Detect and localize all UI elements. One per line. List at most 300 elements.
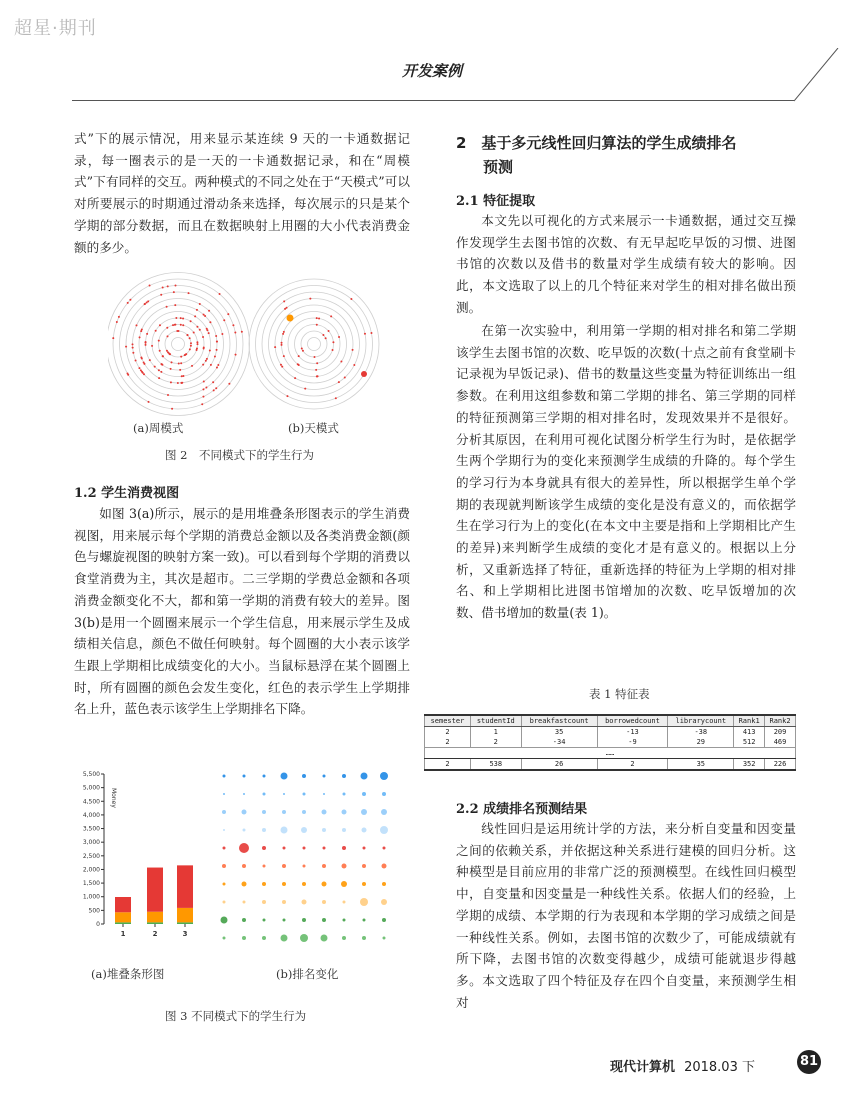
spiral-dot	[146, 333, 148, 335]
spiral-ring	[120, 286, 237, 403]
rank-dot	[362, 882, 366, 886]
spiral-dot	[196, 343, 198, 345]
spiral-dot	[151, 345, 153, 347]
spiral-dot	[185, 353, 187, 355]
rank-dot	[342, 846, 346, 850]
spiral-dot	[199, 329, 201, 331]
rank-dot	[303, 847, 306, 850]
spiral-ring	[288, 318, 340, 370]
table-cell: 2	[597, 759, 668, 771]
rank-dot	[242, 882, 247, 887]
spiral-dot	[332, 349, 334, 351]
rank-dot	[223, 775, 226, 778]
rank-dot	[362, 864, 366, 868]
rank-dot	[282, 810, 286, 814]
spiral-dot	[191, 365, 193, 367]
spiral-dot	[182, 375, 184, 377]
spiral-dot	[297, 363, 299, 365]
spiral-dot	[170, 381, 172, 383]
section-2-title: 2 基于多元线性回归算法的学生成绩排名 预测	[456, 134, 737, 176]
rank-dot	[282, 882, 286, 886]
spiral-dot	[182, 317, 184, 319]
rank-dot	[301, 827, 307, 833]
spiral-dot	[304, 388, 306, 390]
rank-dot	[342, 936, 346, 940]
x-tick-label: 2	[152, 930, 158, 938]
spiral-dot	[160, 294, 162, 296]
spiral-dot	[154, 366, 156, 368]
spiral-dot	[209, 321, 211, 323]
spiral-dot	[282, 333, 284, 335]
spiral-dot	[143, 361, 145, 363]
rank-dot	[243, 901, 246, 904]
spiral-dot	[140, 330, 142, 332]
spiral-dot	[298, 355, 300, 357]
spiral-dot	[338, 336, 340, 338]
spiral-dot	[212, 381, 214, 383]
spiral-dot	[144, 303, 146, 305]
spiral-dot	[232, 324, 234, 326]
section-2-1-paragraph-1: 本文先以可视化的方式来展示一卡通数据，通过交互操作发现学生去图书馆的次数、有无早起吃早饭的习惯、进图书馆的次数以及借书的数量对学生成绩有较大的影响。因此，本文选取了以上的几个特征来对学生的相对排名做出预测。	[456, 213, 796, 315]
table-header-cell: Rank2	[765, 715, 796, 727]
rank-dot	[222, 810, 226, 814]
spiral-dot	[352, 349, 354, 351]
spiral-dot	[129, 299, 131, 301]
spiral-dot	[210, 364, 212, 366]
bar-segment	[177, 865, 193, 908]
rank-dot	[223, 883, 226, 886]
table-cell: 226	[765, 759, 796, 771]
spiral-ring	[275, 305, 353, 383]
spiral-dot	[132, 343, 134, 345]
spiral-ring	[256, 286, 373, 403]
day-mode-spiral	[249, 279, 379, 409]
spiral-dot	[171, 408, 173, 410]
rank-dot	[362, 936, 366, 940]
y-tick-label: 2,500	[82, 852, 100, 860]
header-rule	[72, 100, 794, 101]
spiral-dot	[193, 331, 195, 333]
spiral-dot	[283, 355, 285, 357]
spiral-dot	[338, 381, 340, 383]
watermark-logo: 超星·期刊	[14, 18, 97, 39]
spiral-dot	[194, 315, 196, 317]
spiral-dot	[223, 319, 225, 321]
spiral-dot	[301, 347, 303, 349]
x-tick-label: 1	[120, 930, 126, 938]
spiral-dot	[313, 356, 315, 358]
spiral-dot	[171, 361, 173, 363]
spiral-dot	[125, 346, 127, 348]
rank-dot	[323, 793, 325, 795]
spiral-dot	[112, 337, 114, 339]
y-tick-label: 3,500	[82, 825, 100, 833]
section-2-2-title: 2.2 成绩排名预测结果	[456, 802, 588, 817]
spiral-dot	[219, 293, 221, 295]
table-cell: -38	[668, 727, 734, 738]
y-axis-label: Money	[110, 788, 117, 808]
spiral-dot	[181, 375, 183, 377]
rank-dot	[383, 937, 386, 940]
table-cell: -34	[521, 737, 597, 748]
rank-dot	[382, 792, 386, 796]
spiral-dot	[146, 302, 148, 304]
table-cell: 469	[765, 737, 796, 748]
spiral-dot	[167, 335, 169, 337]
fig2-subcaption-b: (b)天模式	[288, 421, 339, 435]
y-tick-label: 5,000	[82, 784, 100, 792]
rank-dot	[382, 882, 386, 886]
spiral-dot	[281, 366, 283, 368]
rank-dot	[322, 918, 326, 922]
spiral-dot	[159, 324, 161, 326]
spiral-dot	[209, 349, 211, 351]
spiral-dot	[281, 342, 283, 344]
rank-dot	[281, 773, 288, 780]
spiral-dot	[203, 314, 205, 316]
spiral-dot	[145, 344, 147, 346]
spiral-ring	[108, 273, 250, 416]
table-header-cell: breakfastcount	[521, 715, 597, 727]
rank-dot	[223, 847, 226, 850]
spiral-dot	[216, 366, 218, 368]
spiral-dot	[158, 369, 160, 371]
spiral-dot	[155, 330, 157, 332]
table-ellipsis-row	[425, 748, 796, 759]
bar-segment	[115, 897, 131, 912]
spiral-dot	[189, 348, 191, 350]
spiral-dot	[215, 335, 217, 337]
rank-dot	[262, 882, 266, 886]
rank-dot	[322, 882, 327, 887]
spiral-dot	[199, 303, 201, 305]
spiral-dot	[166, 306, 168, 308]
rank-dot	[263, 919, 266, 922]
rank-dot	[303, 793, 306, 796]
rank-dot	[323, 775, 326, 778]
header-rule-diagonal	[794, 48, 854, 102]
section-1-2-body: 如图 3(a)所示，展示的是用堆叠条形图表示的学生消费视图，用来展示每个学期的消费总金额以及各类消费金额(颜色与螺旋视图的映射方案一致)。可以看到每个学期的消费以食堂消费为主，其次是超市。二三学期的学费总金额和各项消费金额变化不大，都和第一学期的消费有较大的差异。图 3(b)是用一个圆圈来展示一个学生信息，用来展示学生及成绩相关信息，颜色不做任何映射。每个圆圈的大小表示该学生跟上学期相比成绩变化的大小。当鼠标悬浮在某个圆圈上时，所有圆圈的颜色会发生变化，红色的表示学生上学期排名上升，蓝色表示该学生上学期排名下降。	[74, 506, 410, 717]
section-2-1-paragraph-2: 在第一次实验中，利用第一学期的相对排名和第二学期该学生去图书馆的次数、吃早饭的次数(十点之前有食堂刷卡记录视为早饭记录)、借书的数量这些变量为特征训练出一组参数。在利用这组参数和第二学期的排名、第三学期的同样的特征预测第三学期的相对排名时，发现效果并不是很好。分析其原因，在利用可视化试图分析学生行为时，是依据学生两个学期行为的变化来预测学生成绩的升降的。每个学生的学习行为本身就具有很大的差异性，所以根据学生单个学期的表现就判断该学生成绩的变化是没有意义的，而依据学生在学习行为上的变化(在本文中主要是指和上学期相比产生的差异)来判断学生成绩的变化才是有意义的。根据以上分析，又重新选择了特征，重新选择的特征为上学期的相对排名、和上学期相比进图书馆增加的次数、吃早饭增加的次数、借书增加的数量(表 1)。	[456, 323, 796, 621]
table-cell: 352	[734, 759, 765, 771]
spiral-dot	[196, 341, 198, 343]
rank-dot	[263, 793, 266, 796]
rank-dot	[221, 917, 228, 924]
rank-dot	[302, 810, 306, 814]
spiral-ring	[262, 292, 366, 396]
section-2-1-title: 2.1 特征提取	[456, 194, 536, 209]
spiral-dot	[315, 369, 317, 371]
rank-dot	[363, 847, 366, 850]
spiral-dot	[364, 333, 366, 335]
stacked-bar-chart	[72, 766, 202, 946]
spiral-dot	[182, 324, 184, 326]
spiral-dot	[162, 287, 164, 289]
spiral-dot	[178, 362, 180, 364]
spiral-dot	[205, 387, 207, 389]
spiral-dot	[281, 344, 283, 346]
rank-dot	[361, 773, 368, 780]
spiral-dot	[135, 324, 137, 326]
spiral-dot	[332, 341, 334, 343]
spiral-dot	[216, 349, 218, 351]
rank-dot	[323, 847, 326, 850]
table-row	[425, 737, 796, 748]
spiral-dot	[294, 377, 296, 379]
table-cell: 512	[734, 737, 765, 748]
spiral-dot	[340, 360, 342, 362]
spiral-dot	[190, 345, 192, 347]
spiral-dot	[353, 364, 355, 366]
table-cell: 2	[470, 737, 521, 748]
spiral-dot	[328, 330, 330, 332]
table-header-cell: librarycount	[668, 715, 734, 727]
spiral-dot	[335, 397, 337, 399]
fig2-subcaption-a: (a)周模式	[133, 421, 184, 435]
rank-dot	[381, 809, 387, 815]
table-cell: 1	[470, 727, 521, 738]
spiral-dot	[350, 298, 352, 300]
spiral-dot	[316, 375, 318, 377]
bar-segment	[147, 868, 163, 912]
spiral-dot	[162, 355, 164, 357]
spiral-ring	[308, 338, 321, 351]
bar-segment	[177, 908, 193, 922]
spiral-dot	[318, 317, 320, 319]
spiral-dot	[180, 362, 182, 364]
spiral-dot	[180, 382, 182, 384]
spiral-dot	[127, 374, 129, 376]
spiral-dot	[118, 316, 120, 318]
spiral-dot	[187, 334, 189, 336]
spiral-dot	[132, 347, 134, 349]
spiral-dot	[190, 320, 192, 322]
spiral-dot	[330, 315, 332, 317]
feature-table	[424, 714, 796, 771]
table-header-cell: borrowedcount	[597, 715, 668, 727]
spiral-dot	[196, 348, 198, 350]
week-mode-spiral	[108, 273, 250, 416]
spiral-dot	[158, 377, 160, 379]
spiral-dot	[161, 364, 163, 366]
table-cell: 26	[521, 759, 597, 771]
rank-dot	[262, 846, 266, 850]
rank-dot	[243, 829, 246, 832]
rank-dot	[239, 843, 249, 853]
rank-dot	[243, 793, 245, 795]
spiral-dot	[190, 342, 192, 344]
spiral-dot	[167, 394, 169, 396]
table-cell: 35	[668, 759, 734, 771]
rank-dot	[282, 900, 286, 904]
spiral-dot	[208, 332, 210, 334]
rank-dot	[322, 828, 326, 832]
footer-journal: 现代计算机 2018.03 下	[610, 1060, 755, 1075]
spiral-dot	[116, 321, 118, 323]
spiral-dot	[206, 358, 208, 360]
rank-dot	[322, 810, 327, 815]
rank-dot	[283, 919, 286, 922]
spiral-dot	[180, 356, 182, 358]
spiral-dot	[234, 331, 236, 333]
spiral-dot	[166, 327, 168, 329]
rank-dot	[242, 864, 246, 868]
table-header-cell: Rank1	[734, 715, 765, 727]
rank-dot	[242, 918, 246, 922]
spiral-dot	[180, 317, 182, 319]
spiral-dot	[325, 337, 327, 339]
fig3-caption: 图 3 不同模式下的学生行为	[165, 1009, 307, 1023]
spiral-dot	[215, 387, 217, 389]
spiral-dot	[216, 341, 218, 343]
spiral-dot	[241, 331, 243, 333]
y-tick-label: 0	[96, 921, 100, 928]
bar-segment	[115, 912, 131, 922]
y-tick-label: 1,000	[82, 893, 100, 901]
rank-dot	[281, 827, 288, 834]
spiral-dot	[143, 373, 145, 375]
table-cell: -13	[597, 727, 668, 738]
spiral-dot	[201, 403, 203, 405]
rank-dot	[223, 829, 225, 831]
rank-dot	[303, 865, 306, 868]
rank-dot	[242, 810, 247, 815]
spiral-dot	[196, 326, 198, 328]
spiral-dot	[167, 285, 169, 287]
spiral-dot	[205, 360, 207, 362]
spiral-dot	[228, 383, 230, 385]
spiral-dot	[174, 324, 176, 326]
y-tick-label: 4,000	[82, 811, 100, 819]
spiral-dot	[174, 285, 176, 287]
section-1-2-title: 1.2 学生消费视图	[74, 486, 180, 501]
y-tick-label: 4,500	[82, 798, 100, 806]
rank-dot	[262, 900, 266, 904]
bar-segment	[177, 922, 193, 924]
spiral-dot	[370, 332, 372, 334]
rank-dot	[263, 865, 266, 868]
spiral-dot	[280, 364, 282, 366]
bar-segment	[147, 922, 163, 924]
rank-dot	[382, 864, 387, 869]
spiral-dot	[316, 362, 318, 364]
figure-2-spiral-views	[108, 272, 390, 422]
rank-dot	[382, 918, 386, 922]
spiral-dot	[149, 285, 151, 287]
rank-dot	[322, 864, 326, 868]
table-cell: 2	[425, 737, 471, 748]
table-header-cell: studentId	[470, 715, 521, 727]
rank-dot	[223, 901, 226, 904]
rank-dot	[302, 900, 307, 905]
rank-dot	[283, 793, 285, 795]
spiral-dot	[172, 324, 174, 326]
table-row	[425, 759, 796, 771]
spiral-dot	[316, 317, 318, 319]
table-cell: 413	[734, 727, 765, 738]
rank-dot	[343, 901, 346, 904]
left-intro-paragraph: 式”下的展示情况，用来显示某连续 9 天的一卡通数据记录，每一圈表示的是一天的一卡通数据记录，和在“周模式”下有同样的交互。两种模式的不同之处在于“天模式”可以对所要展示的时期通过滑动条来选择，每次展示的只是某个学期的部分数据，而且在数据映射上用圈的大小代表消费金额的多少。	[74, 131, 410, 255]
spiral-dot	[132, 352, 134, 354]
rank-dot	[343, 793, 346, 796]
spiral-dot	[283, 331, 285, 333]
running-header: 开发案例	[402, 62, 463, 80]
spiral-dot	[286, 395, 288, 397]
rank-dot	[242, 936, 246, 940]
rank-dot	[341, 881, 347, 887]
rank-dot	[282, 864, 286, 868]
rank-dot	[381, 899, 387, 905]
spiral-dot	[139, 336, 141, 338]
spiral-dot	[196, 309, 198, 311]
y-tick-label: 2,000	[82, 866, 100, 874]
spiral-dot	[175, 317, 177, 319]
spiral-dot	[284, 308, 286, 310]
spiral-ring	[172, 338, 185, 351]
rank-dot	[362, 792, 366, 796]
spiral-dot	[309, 298, 311, 300]
spiral-dot	[203, 380, 205, 382]
table-cell: 35	[521, 727, 597, 738]
rank-dot	[322, 900, 326, 904]
page-number: 81	[797, 1050, 821, 1074]
x-tick-label: 3	[182, 930, 188, 938]
spiral-dot	[217, 364, 219, 366]
rank-dot	[263, 775, 266, 778]
spiral-dot	[316, 324, 318, 326]
spiral-dot	[202, 388, 204, 390]
fig3-subcaption-a: (a)堆叠条形图	[91, 967, 165, 981]
bar-segment	[115, 922, 131, 924]
table-cell: 538	[470, 759, 521, 771]
spiral-dot	[160, 371, 162, 373]
rank-dot	[223, 793, 225, 795]
spiral-dot	[145, 341, 147, 343]
rank-dot	[302, 774, 306, 778]
bar-segment	[147, 912, 163, 923]
spiral-dot	[214, 356, 216, 358]
y-tick-label: 5,500	[82, 771, 100, 778]
rank-dot	[342, 810, 347, 815]
spiral-dot	[206, 328, 208, 330]
spiral-dot	[140, 356, 142, 358]
rank-dot	[262, 828, 266, 832]
spiral-dot	[189, 337, 191, 339]
spiral-ring	[269, 299, 360, 390]
rank-change-dot-grid	[214, 770, 396, 946]
spiral-ring	[133, 299, 224, 390]
rank-dot	[283, 847, 286, 850]
section-2-2-body: 线性回归是运用统计学的方法，来分析自变量和因变量之间的依赖关系，并依据这种关系进行建模的回归分析。这种模型是目前应用的非常广泛的预测模型。在线性回归模型中，自变量和因变量是一种线性关系。依据人们的经验，上学期的成绩、本学期的行为表现和本学期的学习成绩之间是一种线性关系。例如，去图书馆的次数少了，可能成绩就有所下降，去图书馆的次数变得越少，成绩可能就退步得越多。本文选取了四个特征及存在四个自变量，来预测学生相对	[456, 821, 796, 1010]
spiral-ring	[126, 292, 230, 396]
spiral-dot	[176, 330, 178, 332]
spiral-dot	[138, 367, 140, 369]
spiral-dot	[174, 304, 176, 306]
rank-dot	[383, 847, 386, 850]
spiral-dot	[283, 300, 285, 302]
table-1-title: 表 1 特征表	[589, 687, 650, 701]
rank-dot	[262, 810, 266, 814]
table-header-cell: semester	[425, 715, 471, 727]
rank-dot	[342, 864, 347, 869]
table-cell: 2	[425, 759, 471, 771]
rank-dot	[262, 936, 266, 940]
rank-dot	[223, 937, 226, 940]
rank-dot	[380, 772, 388, 780]
spiral-dot	[179, 369, 181, 371]
spiral-dot	[344, 377, 346, 379]
rank-dot	[342, 774, 346, 778]
